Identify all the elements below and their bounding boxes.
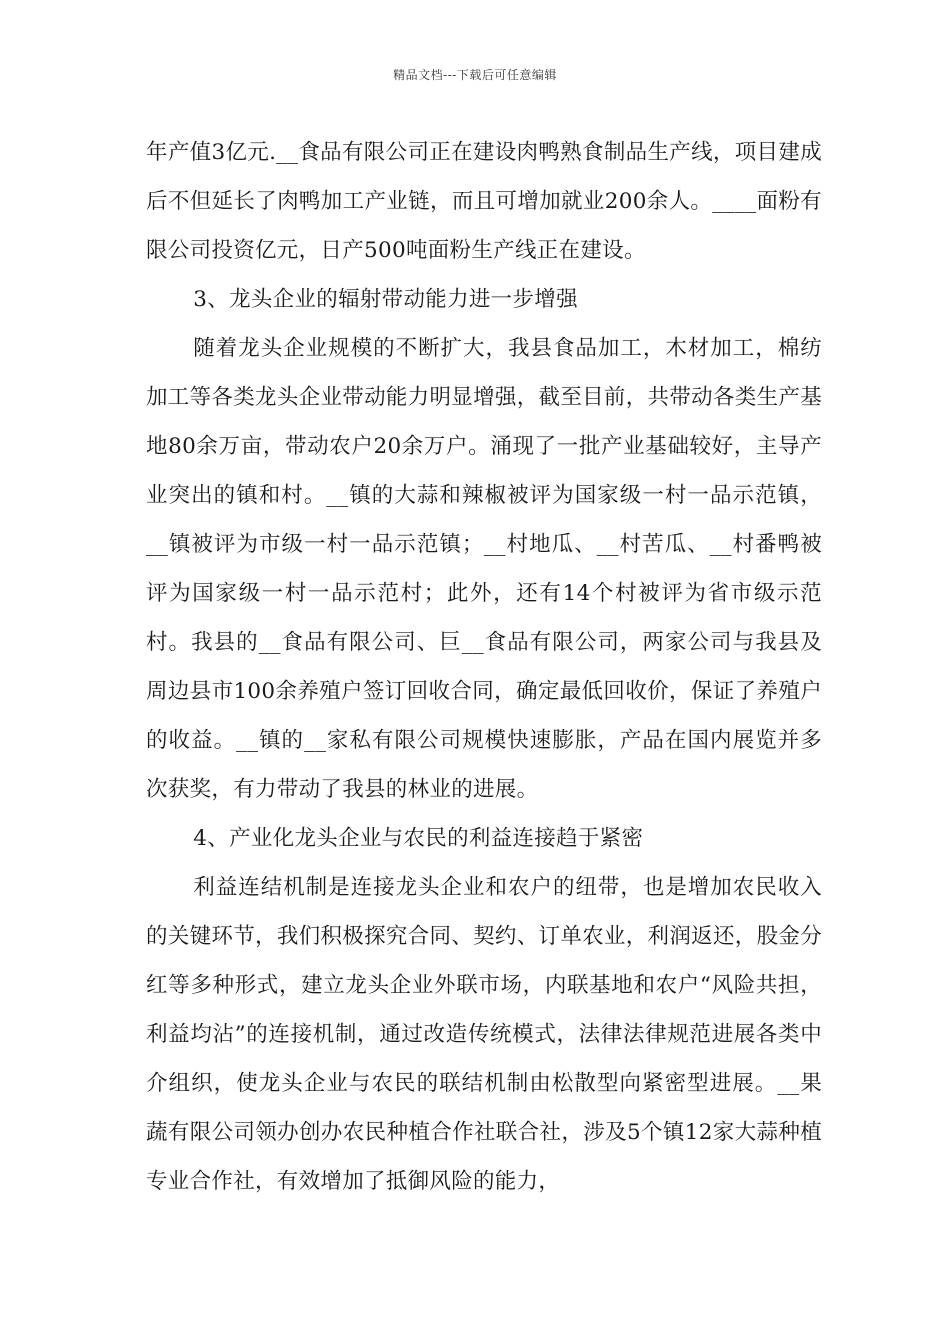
section-heading-4: 4、产业化龙头企业与农民的利益连接趋于紧密	[193, 826, 644, 851]
document-body	[146, 128, 822, 1206]
page-header: 精品文档---下载后可任意编辑	[393, 68, 557, 82]
paragraph-3: 利益连结机制是连接龙头企业和农户的纽带，也是增加农民收入的关键环节，我们积极探究合同、契约、订单农业，利润返还，股金分红等多种形式，建立龙头企业外联市场，内联基地和农户“风险共担，利益均沾”的连接机制，通过改造传统模式，法律法律规范进展各类中介组织，使龙头企业与农民的联结机制由松散型向紧密型进展。__果蔬有限公司领办创办农民种植合作社联合社，涉及5个镇12家大蒜种植专业合作社，有效增加了抵御风险的能力，	[146, 875, 822, 1194]
section-heading-3: 3、龙头企业的辐射带动能力进一步增强	[193, 287, 578, 312]
paragraph-1: 年产值3亿元.__食品有限公司正在建设肉鸭熟食制品生产线，项目建成后不但延长了肉鸭加工产业链，而且可增加就业200余人。____面粉有限公司投资亿元，日产500吨面粉生产线正在建设。	[146, 140, 822, 263]
paragraph-2: 随着龙头企业规模的不断扩大，我县食品加工，木材加工，棉纺加工等各类龙头企业带动能力明显增强，截至目前，共带动各类生产基地80余万亩，带动农户20余万户。涌现了一批产业基础较好，主导产业突出的镇和村。__镇的大蒜和辣椒被评为国家级一村一品示范镇，__镇被评为市级一村一品示范镇；__村地瓜、__村苦瓜、__村番鸭被评为国家级一村一品示范村；此外，还有14个村被评为省市级示范村。我县的__食品有限公司、巨__食品有限公司，两家公司与我县及周边县市100余养殖户签订回收合同，确定最低回收价，保证了养殖户的收益。__镇的__家私有限公司规模快速膨胀，产品在国内展览并多次获奖，有力带动了我县的林业的进展。	[146, 336, 822, 802]
